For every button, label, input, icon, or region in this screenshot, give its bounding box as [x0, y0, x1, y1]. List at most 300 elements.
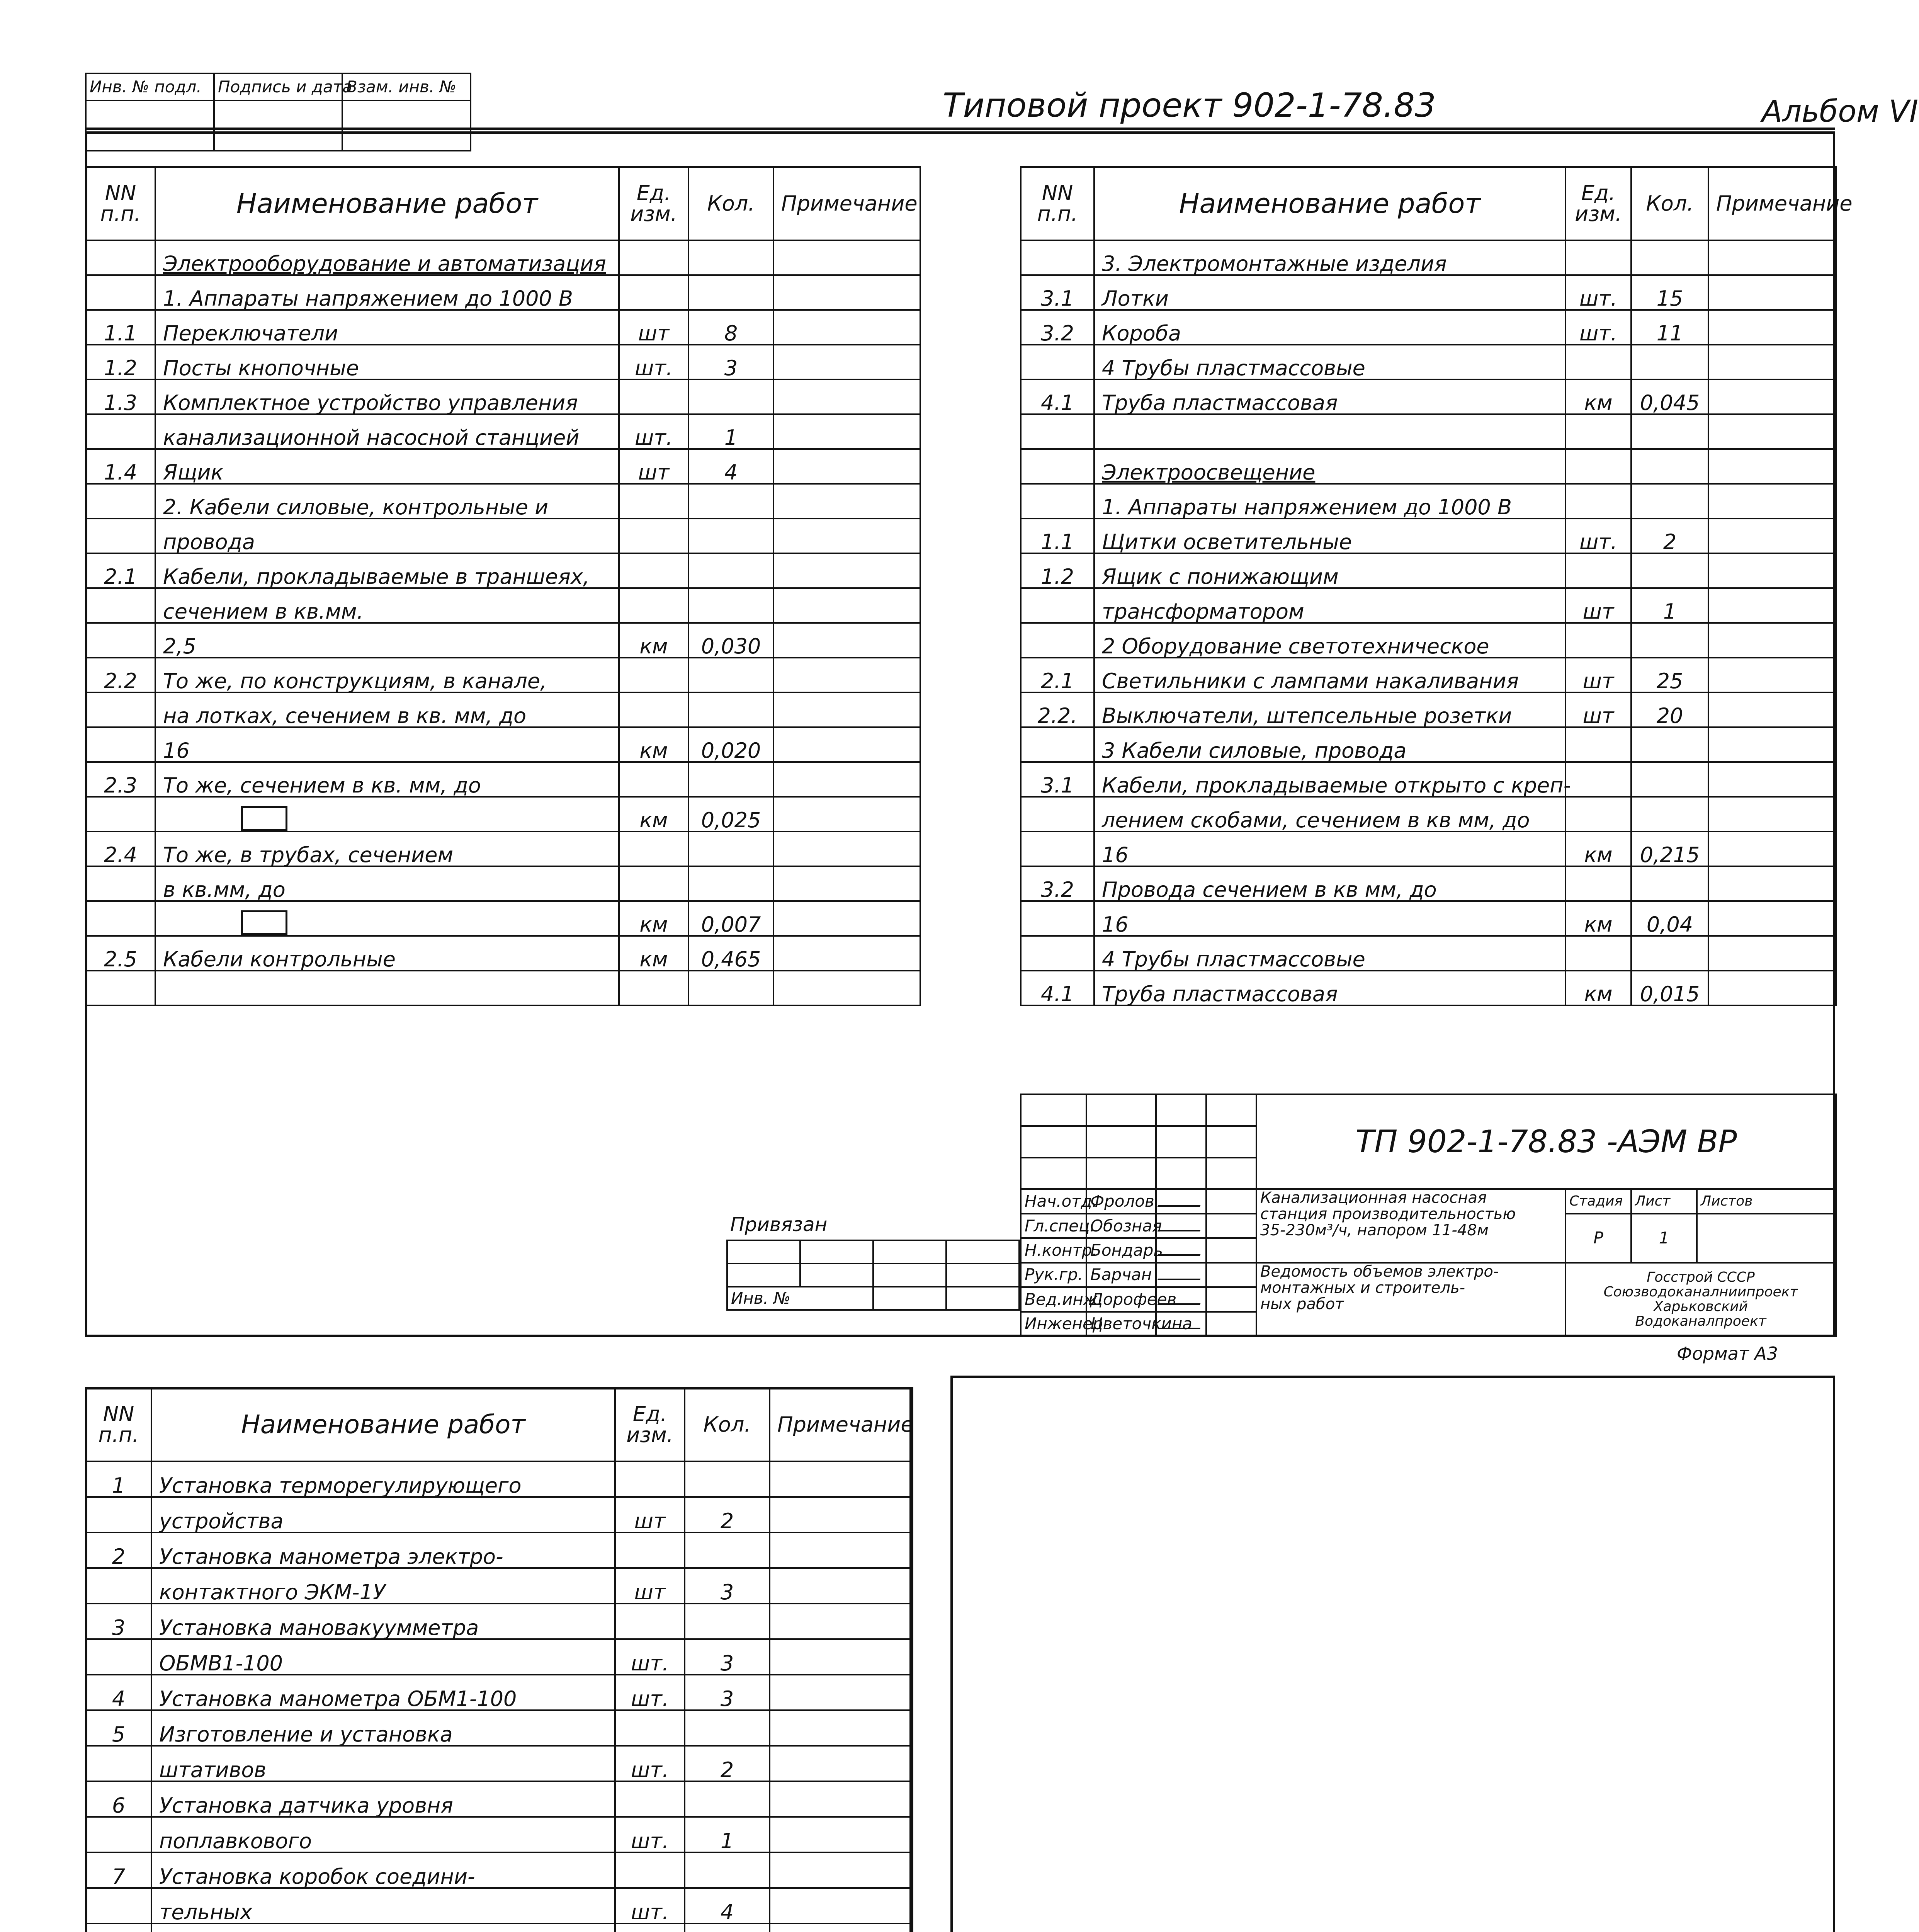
row-qty [1631, 414, 1708, 449]
row-name: Труба пластмассовая [1094, 379, 1565, 414]
row-name: Установка манометра электро- [151, 1532, 615, 1568]
row-name [155, 971, 619, 1005]
stamp-cell-replace: Взам. инв. № [342, 73, 471, 100]
row-name: Светильники с лампами накаливания [1094, 658, 1565, 692]
table-row [86, 240, 920, 275]
row-qty [688, 762, 773, 797]
row-qty: 2 [1631, 519, 1708, 553]
row-name: Установка манометра ОБМ1-100 [151, 1675, 615, 1710]
doc-code: ТП 902-1-78.83 -АЭМ ВР [1256, 1094, 1836, 1189]
row-qty [1631, 936, 1708, 971]
row-note [770, 1888, 913, 1923]
table-row [86, 971, 920, 1005]
row-name: 2 Оборудование светотехническое [1094, 623, 1565, 658]
table-row [1021, 623, 1836, 658]
table-row [86, 588, 920, 623]
row-number [86, 588, 155, 623]
row-name: 3. Электромонтажные изделия [1094, 240, 1565, 275]
row-qty: 0,015 [1631, 971, 1708, 1005]
row-unit [1565, 936, 1631, 971]
row-note [773, 519, 920, 553]
row-unit [619, 971, 688, 1005]
table-row [86, 797, 920, 832]
row-number [1021, 901, 1094, 936]
row-number: 3 [86, 1604, 151, 1639]
row-name: 16 [1094, 901, 1565, 936]
section-square-icon [241, 910, 287, 935]
row-name [151, 1923, 615, 1932]
row-unit [619, 275, 688, 310]
row-note [773, 832, 920, 866]
row-note [1708, 866, 1836, 901]
row-number: 2 [86, 1532, 151, 1568]
row-note [770, 1568, 913, 1604]
row-qty [1631, 345, 1708, 379]
stamp-cell-inv: Инв. № подл. [86, 73, 214, 100]
row-name: Комплектное устройство управления [155, 379, 619, 414]
row-unit [1565, 484, 1631, 519]
signature-grid: ТП 902-1-78.83 -АЭМ ВР Нач.отд. Фролов Канализационная насосная станция производительностью 35-230м³/ч, напором 11-48м Стадия Лист Листов Гл.спец. Обозная Р 1 Н.контр. Бондарь Рук.гр. Барчан Ведомость объемов электро- монтажных и строитель- ных работ Госстрой СССР Союзводоканалниипроект Харьковский Водоканалпроект Вед.инж. Дорофеев Инженер Цветочкина [1020, 1094, 1837, 1337]
row-note [773, 310, 920, 345]
row-unit: шт [619, 449, 688, 484]
privyazan-box [726, 1209, 1020, 1311]
row-qty: 0,045 [1631, 379, 1708, 414]
row-unit [619, 762, 688, 797]
works-table-automation [85, 1387, 913, 1932]
col-name: Наименование работ [1094, 167, 1565, 240]
row-name [155, 797, 619, 832]
col-unit: Ед. изм. [1565, 167, 1631, 240]
row-name: То же, по конструкциям, в канале, [155, 658, 619, 692]
row-number [1021, 484, 1094, 519]
table-row [86, 692, 920, 727]
row-qty: 3 [685, 1675, 770, 1710]
row-number: 5 [86, 1710, 151, 1746]
table-row [86, 866, 920, 901]
row-note [1708, 692, 1836, 727]
row-unit: шт. [615, 1817, 685, 1852]
org-block: Госстрой СССР Союзводоканалниипроект Харьковский Водоканалпроект [1565, 1263, 1836, 1336]
row-number [86, 866, 155, 901]
row-number: 1.2 [86, 345, 155, 379]
row-name: поплавкового [151, 1817, 615, 1852]
row-qty: 3 [688, 345, 773, 379]
row-unit [1565, 866, 1631, 901]
table-row [86, 1781, 913, 1817]
row-number [86, 1568, 151, 1604]
row-qty: 1 [685, 1817, 770, 1852]
row-unit [615, 1781, 685, 1817]
row-qty: 20 [1631, 692, 1708, 727]
row-number [1021, 240, 1094, 275]
row-number [86, 692, 155, 727]
row-number [1021, 345, 1094, 379]
row-unit: шт [619, 310, 688, 345]
row-note [770, 1675, 913, 1710]
row-note [770, 1817, 913, 1852]
sheet-frame-empty [950, 1376, 1835, 1932]
row-unit: км [619, 727, 688, 762]
row-name: Кабели контрольные [155, 936, 619, 971]
row-unit [619, 692, 688, 727]
row-number [86, 901, 155, 936]
row-qty [1631, 553, 1708, 588]
row-name: контактного ЭКМ-1У [151, 1568, 615, 1604]
row-unit [1565, 623, 1631, 658]
row-name: Изготовление и установка [151, 1710, 615, 1746]
row-number: 1.2 [1021, 553, 1094, 588]
table-row [86, 1746, 913, 1781]
row-note [770, 1604, 913, 1639]
row-qty: 3 [685, 1568, 770, 1604]
row-number [86, 727, 155, 762]
row-note [1708, 310, 1836, 345]
table-row [1021, 310, 1836, 345]
row-number [1021, 727, 1094, 762]
table-row [1021, 519, 1836, 553]
row-name: 3 Кабели силовые, провода [1094, 727, 1565, 762]
row-name: Установка терморегулирующего [151, 1461, 615, 1497]
row-qty [1631, 240, 1708, 275]
row-qty: 8 [688, 310, 773, 345]
row-qty [685, 1710, 770, 1746]
row-unit [1565, 240, 1631, 275]
row-note [770, 1461, 913, 1497]
row-qty [1631, 797, 1708, 832]
row-note [773, 484, 920, 519]
row-name: Кабели, прокладываемые в траншеях, [155, 553, 619, 588]
row-note [773, 762, 920, 797]
row-note [1708, 519, 1836, 553]
row-qty: 0,030 [688, 623, 773, 658]
row-name: Выключатели, штепсельные розетки [1094, 692, 1565, 727]
row-unit: шт. [619, 345, 688, 379]
row-note [1708, 623, 1836, 658]
row-qty [688, 658, 773, 692]
table-row [1021, 379, 1836, 414]
row-name: Провода сечением в кв мм, до [1094, 866, 1565, 901]
row-name: 16 [1094, 832, 1565, 866]
row-number [1021, 832, 1094, 866]
row-number: 2.4 [86, 832, 155, 866]
row-name: тельных [151, 1888, 615, 1923]
table-row [86, 658, 920, 692]
row-qty [685, 1781, 770, 1817]
row-unit [619, 658, 688, 692]
row-name: штативов [151, 1746, 615, 1781]
row-note [1708, 971, 1836, 1005]
row-note [1708, 449, 1836, 484]
row-unit [615, 1923, 685, 1932]
table-row [86, 1852, 913, 1888]
row-number [86, 240, 155, 275]
row-name: трансформатором [1094, 588, 1565, 623]
col-num: NN п.п. [86, 1388, 151, 1461]
sheet-value: 1 [1631, 1214, 1697, 1263]
row-number: 2.1 [1021, 658, 1094, 692]
row-qty [1631, 866, 1708, 901]
row-qty: 0,04 [1631, 901, 1708, 936]
row-note [1708, 345, 1836, 379]
table-row [1021, 588, 1836, 623]
row-number: 1.4 [86, 449, 155, 484]
table-row [86, 1675, 913, 1710]
row-unit [615, 1852, 685, 1888]
table-row [86, 727, 920, 762]
row-number [86, 623, 155, 658]
table-row [1021, 727, 1836, 762]
table-row [86, 1532, 913, 1568]
table-row [86, 1710, 913, 1746]
row-unit: шт. [615, 1746, 685, 1781]
table-row [1021, 553, 1836, 588]
works-table-electrical [85, 166, 921, 1006]
row-qty [688, 588, 773, 623]
row-qty: 11 [1631, 310, 1708, 345]
row-qty [688, 832, 773, 866]
row-number [86, 519, 155, 553]
col-qty: Кол. [685, 1388, 770, 1461]
table-row [1021, 797, 1836, 832]
row-name: Установка датчика уровня [151, 1781, 615, 1817]
row-unit [619, 588, 688, 623]
row-note [1708, 832, 1836, 866]
row-name: Лотки [1094, 275, 1565, 310]
row-note [1708, 553, 1836, 588]
table-row [86, 901, 920, 936]
row-number [86, 1888, 151, 1923]
table-row [86, 936, 920, 971]
row-note [773, 379, 920, 414]
row-number [1021, 936, 1094, 971]
table-row [1021, 414, 1836, 449]
format-label-a3: Формат А3 [1677, 1343, 1778, 1364]
row-note [773, 936, 920, 971]
col-qty: Кол. [1631, 167, 1708, 240]
row-unit: км [1565, 832, 1631, 866]
row-note [1708, 658, 1836, 692]
row-qty [688, 240, 773, 275]
row-number [86, 1923, 151, 1932]
row-name: Труба пластмассовая [1094, 971, 1565, 1005]
table-row [86, 449, 920, 484]
col-name: Наименование работ [155, 167, 619, 240]
row-unit: шт. [615, 1639, 685, 1675]
row-unit [619, 832, 688, 866]
row-number [1021, 797, 1094, 832]
row-name: 2. Кабели силовые, контрольные и [155, 484, 619, 519]
row-qty [1631, 484, 1708, 519]
row-qty [1631, 727, 1708, 762]
row-qty: 15 [1631, 275, 1708, 310]
stamp-cell-sign: Подпись и дата [214, 73, 342, 100]
row-number [86, 1746, 151, 1781]
col-unit: Ед. изм. [619, 167, 688, 240]
row-number: 4.1 [1021, 971, 1094, 1005]
row-number: 7 [86, 1852, 151, 1888]
col-qty: Кол. [688, 167, 773, 240]
row-note [773, 797, 920, 832]
table-row [86, 414, 920, 449]
row-unit: шт. [1565, 275, 1631, 310]
row-note [773, 971, 920, 1005]
row-number: 2.5 [86, 936, 155, 971]
row-qty [688, 519, 773, 553]
row-number [86, 1817, 151, 1852]
row-name: канализационной насосной станцией [155, 414, 619, 449]
row-note [1708, 797, 1836, 832]
row-unit [1565, 553, 1631, 588]
row-name: Посты кнопочные [155, 345, 619, 379]
table-row [86, 1888, 913, 1923]
row-note [773, 727, 920, 762]
row-qty: 2 [685, 1746, 770, 1781]
row-note [770, 1781, 913, 1817]
album-label: Альбом VI [1762, 94, 1919, 129]
row-note [1708, 240, 1836, 275]
row-qty [685, 1461, 770, 1497]
row-qty [688, 484, 773, 519]
row-number [86, 414, 155, 449]
row-unit: км [619, 797, 688, 832]
row-note [773, 553, 920, 588]
row-unit: км [1565, 971, 1631, 1005]
row-unit: шт. [1565, 519, 1631, 553]
row-note [1708, 727, 1836, 762]
table-row [1021, 240, 1836, 275]
row-name: 4 Трубы пластмассовые [1094, 345, 1565, 379]
row-qty [685, 1852, 770, 1888]
row-unit [1565, 414, 1631, 449]
row-qty: 0,465 [688, 936, 773, 971]
row-note [773, 692, 920, 727]
row-unit [619, 484, 688, 519]
row-note [773, 623, 920, 658]
table-row [86, 1604, 913, 1639]
row-number [86, 1639, 151, 1675]
row-unit: шт. [1565, 310, 1631, 345]
table-row [86, 1568, 913, 1604]
row-name: 4 Трубы пластмассовые [1094, 936, 1565, 971]
stage-value: Р [1565, 1214, 1631, 1263]
row-number [86, 797, 155, 832]
row-name: устройства [151, 1497, 615, 1532]
doc-description-2: Ведомость объемов электро- монтажных и строитель- ных работ [1256, 1263, 1565, 1336]
row-qty: 4 [685, 1888, 770, 1923]
row-note [773, 345, 920, 379]
row-qty [688, 971, 773, 1005]
row-number: 3.1 [1021, 275, 1094, 310]
table-row [1021, 762, 1836, 797]
row-note [770, 1923, 913, 1932]
col-num: NN п.п. [86, 167, 155, 240]
row-number: 1.3 [86, 379, 155, 414]
row-unit [619, 553, 688, 588]
col-note: Примечание [773, 167, 920, 240]
row-name: на лотках, сечением в кв. мм, до [155, 692, 619, 727]
row-unit: шт [615, 1497, 685, 1532]
row-note [1708, 414, 1836, 449]
row-name: Щитки осветительные [1094, 519, 1565, 553]
row-qty: 4 [688, 449, 773, 484]
row-number: 4 [86, 1675, 151, 1710]
row-qty [685, 1923, 770, 1932]
row-qty: 1 [1631, 588, 1708, 623]
row-qty: 0,020 [688, 727, 773, 762]
row-name: Переключатели [155, 310, 619, 345]
table-row [1021, 901, 1836, 936]
row-number: 4.1 [1021, 379, 1094, 414]
row-unit [1565, 762, 1631, 797]
table-row [86, 484, 920, 519]
row-qty: 0,025 [688, 797, 773, 832]
row-note [1708, 484, 1836, 519]
row-name [155, 901, 619, 936]
table-row [1021, 832, 1836, 866]
row-name: 1. Аппараты напряжением до 1000 В [155, 275, 619, 310]
col-num: NN п.п. [1021, 167, 1094, 240]
row-qty [688, 275, 773, 310]
table-row [86, 762, 920, 797]
row-qty [1631, 762, 1708, 797]
row-unit [615, 1710, 685, 1746]
row-qty [685, 1604, 770, 1639]
row-note [1708, 588, 1836, 623]
row-note [770, 1532, 913, 1568]
row-qty [685, 1532, 770, 1568]
row-unit [615, 1461, 685, 1497]
row-name: сечением в кв.мм. [155, 588, 619, 623]
row-name: Электрооборудование и автоматизация [155, 240, 619, 275]
row-qty: 1 [688, 414, 773, 449]
table-row [1021, 866, 1836, 901]
row-number: 2.3 [86, 762, 155, 797]
row-name: То же, сечением в кв. мм, до [155, 762, 619, 797]
table-row [1021, 484, 1836, 519]
row-qty [688, 866, 773, 901]
table-row [86, 379, 920, 414]
row-qty: 2 [685, 1497, 770, 1532]
row-note [1708, 936, 1836, 971]
row-unit: шт [1565, 658, 1631, 692]
row-unit [619, 519, 688, 553]
row-name: Ящик с понижающим [1094, 553, 1565, 588]
row-number: 1.1 [86, 310, 155, 345]
doc-description-1: Канализационная насосная станция производительностью 35-230м³/ч, напором 11-48м [1256, 1189, 1565, 1262]
table-row [86, 1639, 913, 1675]
row-note [770, 1639, 913, 1675]
table-row [1021, 449, 1836, 484]
row-number: 2.1 [86, 553, 155, 588]
row-unit: шт [1565, 692, 1631, 727]
row-qty [688, 553, 773, 588]
row-qty [688, 692, 773, 727]
row-name: Короба [1094, 310, 1565, 345]
row-number: 3.2 [1021, 866, 1094, 901]
row-number [1021, 623, 1094, 658]
row-qty [688, 379, 773, 414]
table-row [86, 310, 920, 345]
col-note: Примечание [770, 1388, 913, 1461]
row-unit: шт. [615, 1675, 685, 1710]
row-name [1094, 414, 1565, 449]
header-rule [85, 128, 1835, 130]
table-row [86, 275, 920, 310]
row-number: 3.2 [1021, 310, 1094, 345]
row-unit: км [619, 936, 688, 971]
row-unit [615, 1604, 685, 1639]
row-name: 1. Аппараты напряжением до 1000 В [1094, 484, 1565, 519]
